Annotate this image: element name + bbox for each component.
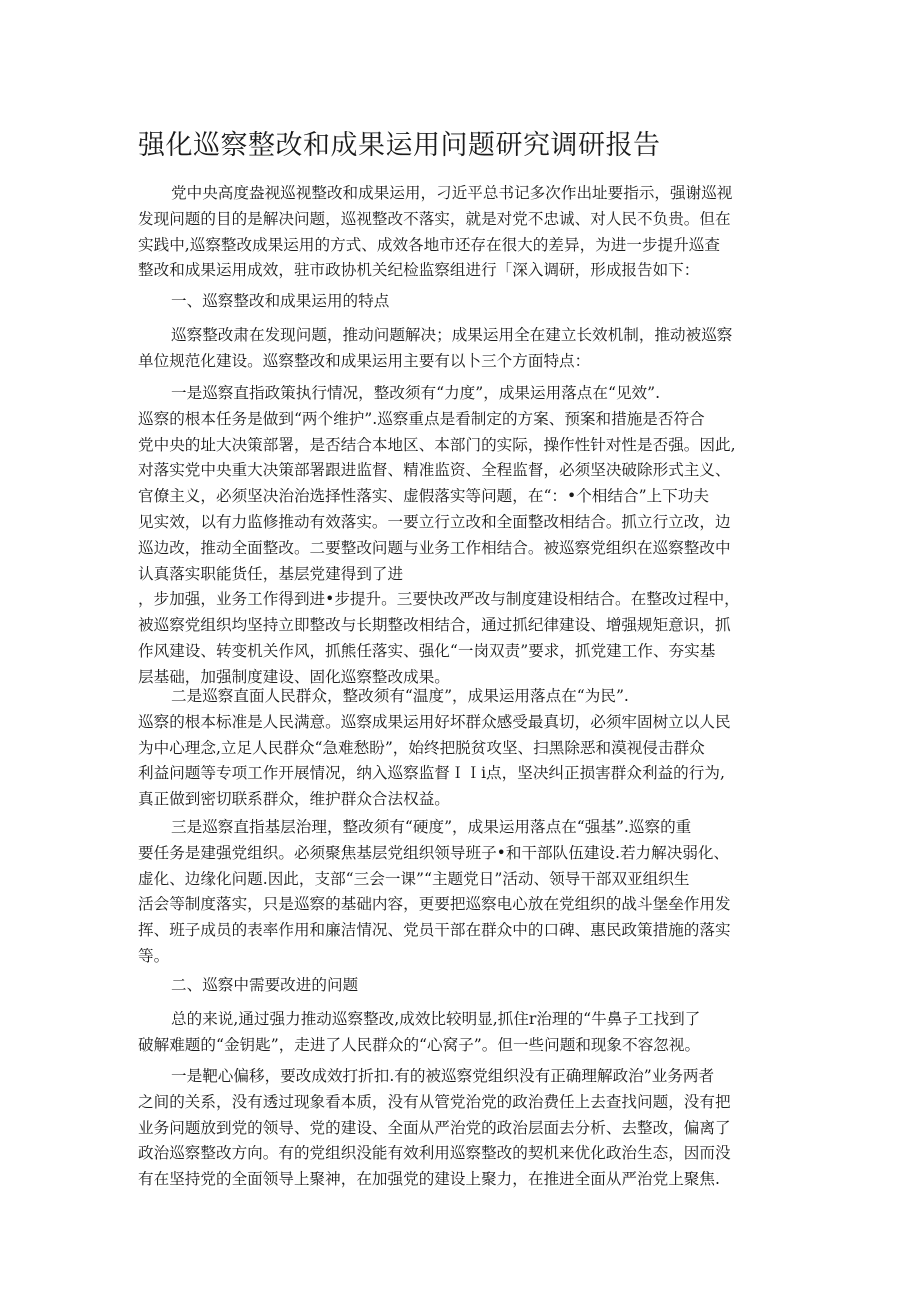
text-line: 被巡察党组织均坚持立即整改与长期整改相结合，通过抓纪律建设、增强规矩意识，抓 <box>138 616 731 635</box>
text-line: 虚化、边缘化问题.因此，支部“三会一课”“主题党日”活动、领导干部双亚组织生 <box>138 869 690 888</box>
text-line: 见实效，以有力监修推动有效落实。一要立行立改和全面整改相结合。抓立行立改，边 <box>138 512 731 531</box>
section1-point-one <box>138 381 788 691</box>
text-line: 利益问题等专项工作开展情况，纳入巡察监督ＩＩi点，坚决纠正损害群众利益的行为, <box>138 764 725 783</box>
section-heading-2: 二、巡察中需要改进的问题 <box>171 976 359 994</box>
text-line: 层基础，加强制度建设、固化巡察整改成果。 <box>138 667 450 686</box>
text-line: 有在坚持党的全面领导上聚神，在加强党的建设上聚力，在推进全面从严治党上聚焦. <box>138 1170 720 1189</box>
text-line: 发现问题的目的是解决问题，巡视整改不落实，就是对党不忠诚、对人民不负贵。但在 <box>138 209 731 228</box>
section1-point-three <box>138 815 788 970</box>
text-line: 实践中,巡察整改成果运用的方式、成效各地市还存在很大的差异，为进一步提升巡查 <box>138 235 720 254</box>
text-line: 挥、班子成员的表率作用和廉洁情况、党员干部在群众中的口碑、惠民政策措施的落实 <box>138 921 731 940</box>
document-title: 强化巡察整改和成果运用问题研究调研报告 <box>138 130 661 161</box>
text-line: 二是巡察直面人民群众，整改须有“温度”，成果运用落点在“为民”. <box>171 687 629 705</box>
text-line: 等。 <box>138 946 170 965</box>
intro-paragraph <box>138 181 788 284</box>
text-line: 要任务是建强党组织。必须聚焦基层党组织领导班子•和干部队伍建设.若力解决弱化、 <box>138 843 730 862</box>
text-line: 巡察的根本标准是人民满意。巡察成果运用好坏群众感受最真切，必须牢固树立以人民 <box>138 712 731 731</box>
section-heading-1: 一、巡察整改和成果运用的特点 <box>171 292 390 310</box>
text-line: 巡边改，推动全面整改。二要整改问题与业务工作相结合。被巡察党组织在巡察整改中 <box>138 538 731 557</box>
text-line: 真正做到密切联系群众，维护群众合法权益。 <box>138 790 450 809</box>
text-line: 三是巡察直指基层治理，整改须有“硬度”，成果运用落点在“强基”.巡察的重 <box>171 818 692 836</box>
text-line: 作风建设、转变机关作风，抓熊任落实、强化“一岗双责”要求，抓党建工作、夯实基 <box>138 641 716 660</box>
text-line: 认真落实职能货任，基层党建得到了进 <box>138 564 404 583</box>
text-line: 政治巡察整改方向。有的党组织没能有效利用巡察整改的契机来优化政治生态，因而没 <box>138 1144 731 1163</box>
section1-point-two <box>138 684 788 813</box>
text-line: 巡察的根本任务是做到“两个维护”.巡察重点是看制定的方案、预案和措施是否符合 <box>138 409 705 428</box>
text-line: 官僚主义，必须坚决治治选择性落实、虚假落实等问题，在“：•个相结合”上下功夫 <box>138 487 709 506</box>
text-line: 总的来说,通过强力推动巡察整改,成效比较明显,抓住r治理的“牛鼻子工找到了 <box>171 1010 701 1028</box>
text-line: 业务问题放到党的领导、党的建设、全面从严治党的政治层面去分析、去整改，偏离了 <box>138 1118 731 1137</box>
text-line: 一是靶心偏移，要改成效打折扣.有的被巡察党组织没有正确理解政治”业务两者 <box>171 1067 715 1085</box>
text-line: 巡察整改肃在发现问题，推动问题解决；成果运用全在建立长效机制，推动被巡察 <box>171 326 733 344</box>
section1-intro-paragraph <box>138 323 788 375</box>
text-line: 整改和成果运用成效，驻市政协机关纪检监察组进行「深入调研，形成报告如下： <box>138 261 700 280</box>
text-line: 对落实党中央重大决策部署跟进监督、精准监资、全程监督，必须坚决破除形式主义、 <box>138 461 731 480</box>
text-line: 单位规范化建设。巡察整改和成果运用主要有以卜三个方面特点： <box>138 351 591 370</box>
text-line: 党中央高度盎视巡视整改和成果运用，刁近平总书记多次作出址要指示，强谢巡视 <box>171 184 733 202</box>
text-line: 破解难题的“金钥匙”，走进了人民群众的“心窝子”。但一些问题和现象不容忽视。 <box>138 1035 701 1054</box>
text-line: 党中央的址大决策部署，是否结合本地区、本部门的实际，操作性针对性是否强。因此, <box>138 435 736 454</box>
text-line: ，步加强，业务工作得到进•步提升。三要快改严改与制度建设相结合。在整改过程中， <box>138 590 740 609</box>
text-line: 一是巡察直指政策执行情况，整改须有“力度”，成果运用落点在“见效”. <box>171 384 661 402</box>
text-line: 活会等制度落实，只是巡察的基础内容，更要把巡察电心放在党组织的战斗堡垒作用发 <box>138 895 731 914</box>
section2-point-one <box>138 1064 788 1193</box>
text-line: 为中心理念,立足人民群众“急难愁盼”，始终把脱贫攻坚、扫黑除恶和漠视侵击群众 <box>138 738 705 757</box>
section2-intro-paragraph <box>138 1007 788 1059</box>
text-line: 之间的关系，没有透过现象看本质，没有从管党治党的政治费任上去查找问题，没有把 <box>138 1092 731 1111</box>
